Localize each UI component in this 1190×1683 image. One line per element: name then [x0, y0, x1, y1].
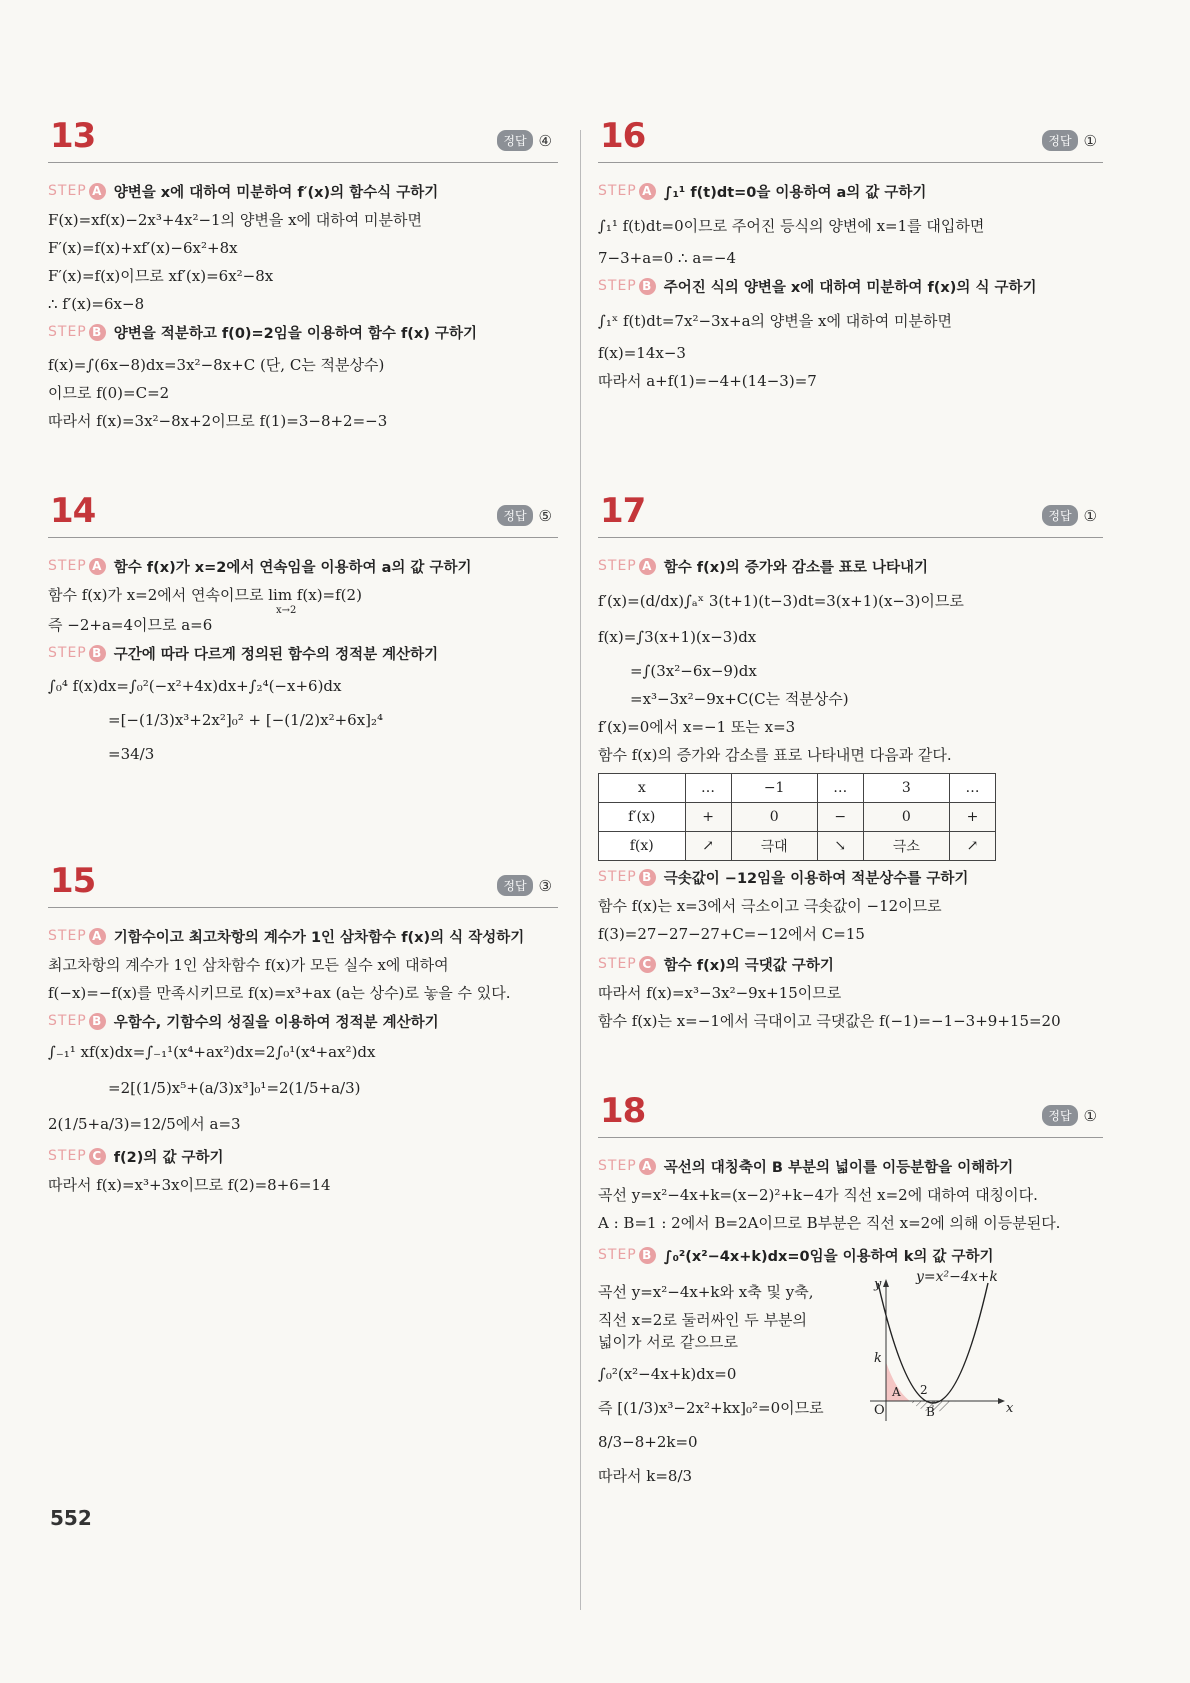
solution-line: 즉 −2+a=4이므로 a=6: [48, 616, 213, 634]
x-axis-label: x: [1006, 1401, 1014, 1416]
solution-line: A : B=1 : 2에서 B=2A이므로 B부분은 직선 x=2에 의해 이등분된다.: [598, 1214, 1061, 1232]
step-title: ∫₁¹ f(t)dt=0을 이용하여 a의 값 구하기: [663, 185, 927, 201]
table-cell: 극소: [863, 832, 949, 861]
y-axis-arrow: [883, 1279, 889, 1287]
solution-line: f(x)=14x−3: [598, 344, 686, 362]
step-b: [48, 1011, 558, 1032]
answer-box: [1042, 1105, 1097, 1126]
step-b: [48, 643, 558, 664]
step-b: [598, 1245, 1103, 1266]
answer-value: ⑤: [538, 506, 552, 525]
solution-line: 따라서 f(x)=x³+3x이므로 f(2)=8+6=14: [48, 1176, 331, 1194]
two-label: 2: [920, 1383, 928, 1397]
table-cell: 0: [731, 803, 817, 832]
problem-number: 18: [600, 1091, 646, 1131]
step-title: 기함수이고 최고차항의 계수가 1인 삼차함수 f(x)의 식 작성하기: [113, 930, 525, 946]
step-title: 곡선의 대칭축이 B 부분의 넓이를 이등분함을 이해하기: [663, 1160, 1014, 1176]
table-cell: 0: [863, 803, 949, 832]
step-title: 극솟값이 −12임을 이용하여 적분상수를 구하기: [663, 871, 969, 887]
solution-line: f(x)=∫3(x+1)(x−3)dx: [598, 628, 757, 646]
table-cell: ↘: [817, 832, 863, 861]
step-label: STEP: [48, 928, 87, 944]
solution-line: ∫₁¹ f(t)dt=0이므로 주어진 등식의 양변에 x=1를 대입하면: [598, 217, 985, 235]
solution-line: f′(x)=(d/dx)∫ₐˣ 3(t+1)(t−3)dt=3(x+1)(x−3)이므로: [598, 592, 964, 610]
solution-line: 최고차항의 계수가 1인 삼차함수 f(x)가 모든 실수 x에 대하여: [48, 956, 449, 974]
step-label: STEP: [48, 1148, 87, 1164]
step-letter: B: [89, 324, 106, 341]
step-letter: B: [89, 1013, 106, 1030]
answer-box: [497, 505, 552, 526]
problem-17: [598, 493, 1103, 1039]
problem-number: 15: [50, 861, 96, 901]
answer-badge: 정답: [1042, 1105, 1077, 1126]
solution-line: =2[(1/5)x⁵+(a/3)x³]₀¹=2(1/5+a/3): [108, 1079, 361, 1097]
table-cell: +: [949, 803, 995, 832]
solution-line: 따라서 f(x)=3x²−8x+2이므로 f(1)=3−8+2=−3: [48, 412, 388, 430]
step-letter: C: [639, 956, 656, 973]
solution-line: =∫(3x²−6x−9)dx: [630, 662, 757, 680]
page-number: 552: [50, 1506, 92, 1530]
region-a-label: A: [892, 1385, 901, 1399]
answer-value: ③: [538, 876, 552, 895]
solution-line: 함수 f(x)는 x=3에서 극소이고 극솟값이 −12이므로: [598, 897, 942, 915]
step-title: ∫₀²(x²−4x+k)dx=0임을 이용하여 k의 값 구하기: [663, 1249, 994, 1265]
step-title: 우함수, 기함수의 성질을 이용하여 정적분 계산하기: [113, 1015, 439, 1031]
problem-number: 16: [600, 116, 646, 156]
answer-badge: 정답: [497, 130, 532, 151]
step-label: STEP: [598, 183, 637, 199]
step-title: 함수 f(x)의 증가와 감소를 표로 나타내기: [663, 560, 928, 576]
problem-header: [48, 118, 558, 163]
limit-subscript: x→2: [276, 605, 297, 616]
answer-value: ①: [1083, 506, 1097, 525]
step-label: STEP: [598, 869, 637, 885]
step-letter: A: [639, 183, 656, 200]
answer-badge: 정답: [1042, 505, 1077, 526]
problem-number: 17: [600, 491, 646, 531]
step-letter: A: [639, 558, 656, 575]
step-title: 구간에 따라 다르게 정의된 함수의 정적분 계산하기: [113, 647, 439, 663]
solution-line: 8/3−8+2k=0: [598, 1433, 698, 1451]
step-a: [48, 926, 558, 947]
step-a: [48, 181, 558, 202]
answer-value: ①: [1083, 131, 1097, 150]
solution-line: 곡선 y=x²−4x+k와 x축 및 y축,: [598, 1283, 814, 1301]
answer-box: [1042, 505, 1097, 526]
step-label: STEP: [48, 558, 87, 574]
step-letter: B: [639, 278, 656, 295]
problem-18: [598, 1093, 1103, 1494]
problem-14: [48, 493, 558, 772]
solution-line: [48, 585, 558, 616]
solution-line: ∫₀²(x²−4x+k)dx=0: [598, 1365, 737, 1383]
step-title: 함수 f(x)의 극댓값 구하기: [663, 958, 834, 974]
table-cell: f(x): [599, 832, 686, 861]
step-letter: A: [639, 1158, 656, 1175]
solution-line: 즉 [(1/3)x³−2x²+kx]₀²=0이므로: [598, 1399, 824, 1417]
table-cell: …: [685, 774, 731, 803]
solution-line: F′(x)=f(x)+xf′(x)−6x²+8x: [48, 239, 238, 257]
answer-box: [1042, 130, 1097, 151]
step-a: [598, 1156, 1103, 1177]
step-label: STEP: [598, 956, 637, 972]
solution-line: F(x)=xf(x)−2x³+4x²−1의 양변을 x에 대하여 미분하면: [48, 211, 423, 229]
table-cell: ↗: [949, 832, 995, 861]
step-label: STEP: [598, 1247, 637, 1263]
step-label: STEP: [48, 183, 87, 199]
step-letter: A: [89, 928, 106, 945]
x-axis-arrow: [998, 1398, 1005, 1404]
step-letter: B: [639, 869, 656, 886]
solution-line: =[−(1/3)x³+2x²]₀² + [−(1/2)x²+6x]₂⁴: [108, 711, 384, 729]
increase-decrease-table: [598, 773, 996, 861]
solution-line: 함수 f(x)는 x=−1에서 극대이고 극댓값은 f(−1)=−1−3+9+15=20: [598, 1012, 1061, 1030]
step-letter: C: [89, 1148, 106, 1165]
step-c: [598, 954, 1103, 975]
problem-number: 14: [50, 491, 96, 531]
table-cell: −1: [731, 774, 817, 803]
step-label: STEP: [598, 558, 637, 574]
table-cell: −: [817, 803, 863, 832]
solution-line: 함수 f(x)의 증가와 감소를 표로 나타내면 다음과 같다.: [598, 746, 952, 764]
y-axis-label: y: [874, 1277, 882, 1292]
solution-line: f′(x)=0에서 x=−1 또는 x=3: [598, 718, 796, 736]
table-cell: …: [949, 774, 995, 803]
step-title: 주어진 식의 양변을 x에 대하여 미분하여 f(x)의 식 구하기: [663, 280, 1037, 296]
region-b-label: B: [926, 1405, 935, 1419]
solution-line: 이므로 f(0)=C=2: [48, 384, 170, 402]
step-title: f(2)의 값 구하기: [113, 1150, 224, 1166]
step-b: [598, 276, 1103, 297]
table-cell: ↗: [685, 832, 731, 861]
answer-box: [497, 875, 552, 896]
step-label: STEP: [48, 324, 87, 340]
solution-line: f(3)=27−27−27+C=−12에서 C=15: [598, 925, 865, 943]
column-divider: [580, 130, 581, 1610]
step-b: [598, 867, 1103, 888]
curve-label: y=x²−4x+k: [916, 1269, 998, 1285]
step-title: 함수 f(x)가 x=2에서 연속임을 이용하여 a의 값 구하기: [113, 560, 472, 576]
solution-line: 따라서 a+f(1)=−4+(14−3)=7: [598, 372, 817, 390]
step-letter: A: [89, 183, 106, 200]
solution-line: 7−3+a=0 ∴ a=−4: [598, 249, 736, 267]
solution-line: 따라서 f(x)=x³−3x²−9x+15이므로: [598, 984, 842, 1002]
problem-number: 13: [50, 116, 96, 156]
problem-header: [598, 118, 1103, 163]
solution-line: 곡선 y=x²−4x+k=(x−2)²+k−4가 직선 x=2에 대하여 대칭이다.: [598, 1186, 1038, 1204]
solution-line: F′(x)=f(x)이므로 xf′(x)=6x²−8x: [48, 267, 274, 285]
solution-line: =x³−3x²−9x+C(C는 적분상수): [630, 690, 849, 708]
solution-text: 함수 f(x)가 x=2에서 연속이므로 lim f(x)=f(2): [48, 586, 362, 604]
step-title: 양변을 적분하고 f(0)=2임을 이용하여 함수 f(x) 구하기: [113, 326, 477, 342]
answer-badge: 정답: [497, 875, 532, 896]
problem-16: [598, 118, 1103, 399]
step-b: [48, 322, 558, 343]
table-cell: 극대: [731, 832, 817, 861]
step-letter: A: [89, 558, 106, 575]
table-cell: x: [599, 774, 686, 803]
parabola-graph: [858, 1273, 1068, 1433]
problem-13: [48, 118, 558, 439]
step-label: STEP: [48, 1013, 87, 1029]
step-c: [48, 1146, 558, 1167]
k-label: k: [874, 1351, 882, 1366]
solution-line: 넓이가 서로 같으므로: [598, 1333, 738, 1351]
solution-line: f(x)=∫(6x−8)dx=3x²−8x+C (단, C는 적분상수): [48, 356, 385, 374]
problem-header: [598, 493, 1103, 538]
answer-box: [497, 130, 552, 151]
step-title: 양변을 x에 대하여 미분하여 f′(x)의 함수식 구하기: [113, 185, 439, 201]
step-label: STEP: [48, 645, 87, 661]
solution-line: ∫₀⁴ f(x)dx=∫₀²(−x²+4x)dx+∫₂⁴(−x+6)dx: [48, 677, 342, 695]
solution-line: ∫₁ˣ f(t)dt=7x²−3x+a의 양변을 x에 대하여 미분하면: [598, 312, 952, 330]
solution-line: 따라서 k=8/3: [598, 1467, 693, 1485]
table-row: [599, 832, 996, 861]
table-cell: +: [685, 803, 731, 832]
step-a: [598, 556, 1103, 577]
table-row: [599, 803, 996, 832]
table-cell: f′(x): [599, 803, 686, 832]
step-a: [598, 181, 1103, 202]
step-letter: B: [639, 1247, 656, 1264]
answer-value: ①: [1083, 1106, 1097, 1125]
solution-line: 2(1/5+a/3)=12/5에서 a=3: [48, 1115, 241, 1133]
table-row: [599, 774, 996, 803]
solution-line: f(−x)=−f(x)를 만족시키므로 f(x)=x³+ax (a는 상수)로 놓을 수 있다.: [48, 984, 511, 1002]
answer-badge: 정답: [1042, 130, 1077, 151]
solution-line: 직선 x=2로 둘러싸인 두 부분의: [598, 1311, 808, 1329]
origin-label: O: [874, 1403, 885, 1418]
step-letter: B: [89, 645, 106, 662]
table-cell: 3: [863, 774, 949, 803]
answer-badge: 정답: [497, 505, 532, 526]
answer-value: ④: [538, 131, 552, 150]
problem-header: [598, 1093, 1103, 1138]
table-cell: …: [817, 774, 863, 803]
problem-15: [48, 863, 558, 1203]
solution-line: ∴ f′(x)=6x−8: [48, 295, 145, 313]
step-label: STEP: [598, 278, 637, 294]
solution-line: ∫₋₁¹ xf(x)dx=∫₋₁¹(x⁴+ax²)dx=2∫₀¹(x⁴+ax²)dx: [48, 1043, 376, 1061]
solution-line: =34/3: [108, 745, 155, 763]
problem-header: [48, 863, 558, 908]
problem-header: [48, 493, 558, 538]
step-a: [48, 556, 558, 577]
step-label: STEP: [598, 1158, 637, 1174]
